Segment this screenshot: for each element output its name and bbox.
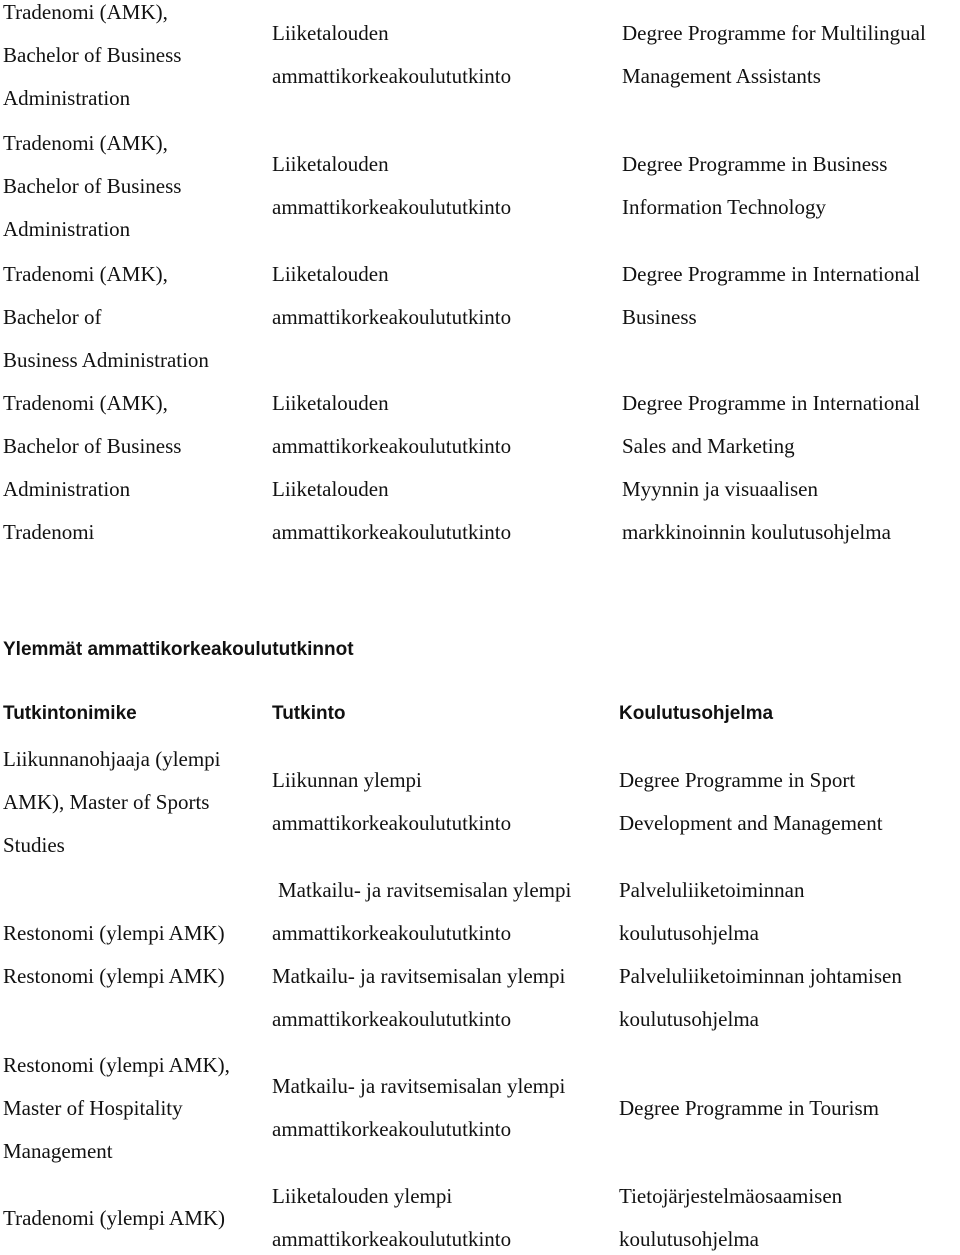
- lower-row-4-degree-line-1: Matkailu- ja ravitsemisalan ylempi: [272, 1074, 566, 1098]
- upper-row-4-degree-line-2: ammattikorkeakoulututkinto: [272, 434, 512, 458]
- lower-row-5-programme-line-1: Tietojärjestelmäosaamisen: [619, 1184, 843, 1208]
- upper-row-1-programme-line-2: Management Assistants: [622, 64, 821, 88]
- upper-row-5-title-line-1: Tradenomi: [3, 520, 95, 544]
- upper-row-5-programme-line-2: markkinoinnin koulutusohjelma: [622, 520, 891, 544]
- upper-row-3-title-line-2: Bachelor of: [3, 305, 102, 329]
- upper-row-1-degree-line-2: ammattikorkeakoulututkinto: [272, 64, 512, 88]
- header-koulutusohjelma: Koulutusohjelma: [619, 703, 774, 724]
- upper-row-3-title-line-1: Tradenomi (AMK),: [3, 262, 168, 286]
- upper-row-1-programme-line-1: Degree Programme for Multilingual: [622, 21, 926, 45]
- upper-row-1-title-line-2: Bachelor of Business: [3, 43, 182, 67]
- lower-row-2-degree-line-1: Matkailu- ja ravitsemisalan ylempi: [278, 878, 572, 902]
- upper-row-2-title-line-3: Administration: [3, 217, 131, 241]
- lower-row-3-title-line-1: Restonomi (ylempi AMK): [3, 964, 225, 988]
- upper-row-5-degree-line-2: ammattikorkeakoulututkinto: [272, 520, 512, 544]
- lower-row-1-degree-line-2: ammattikorkeakoulututkinto: [272, 811, 512, 835]
- upper-row-1-title-line-3: Administration: [3, 86, 131, 110]
- upper-row-3-programme-line-2: Business: [622, 305, 697, 329]
- lower-row-4-title-line-3: Management: [3, 1139, 113, 1163]
- header-tutkinto: Tutkinto: [272, 703, 346, 724]
- upper-row-4-programme-line-2: Sales and Marketing: [622, 434, 795, 458]
- lower-row-5-degree-line-2: ammattikorkeakoulututkinto: [272, 1227, 512, 1251]
- lower-row-4-title-line-2: Master of Hospitality: [3, 1096, 183, 1120]
- upper-row-5-degree-line-1: Liiketalouden: [272, 477, 389, 501]
- lower-row-5-title-line-1: Tradenomi (ylempi AMK): [3, 1206, 226, 1230]
- section-title: Ylemmät ammattikorkeakoulututkinnot: [3, 639, 354, 660]
- upper-row-1-title-line-1: Tradenomi (AMK),: [3, 0, 168, 24]
- upper-row-2-title-line-2: Bachelor of Business: [3, 174, 182, 198]
- upper-row-4-programme-line-1: Degree Programme in International: [622, 391, 920, 415]
- lower-row-3-degree-line-2: ammattikorkeakoulututkinto: [272, 1007, 512, 1031]
- lower-row-3-programme-line-2: koulutusohjelma: [619, 1007, 759, 1031]
- upper-row-2-degree-line-2: ammattikorkeakoulututkinto: [272, 195, 512, 219]
- upper-row-3-programme-line-1: Degree Programme in International: [622, 262, 920, 286]
- upper-row-3-degree-line-2: ammattikorkeakoulututkinto: [272, 305, 512, 329]
- lower-row-3-programme-line-1: Palveluliiketoiminnan johtamisen: [619, 964, 902, 988]
- lower-row-2-degree-line-2: ammattikorkeakoulututkinto: [272, 921, 512, 945]
- upper-row-1-degree-line-1: Liiketalouden: [272, 21, 389, 45]
- upper-row-4-title-line-2: Bachelor of Business: [3, 434, 182, 458]
- lower-row-2-programme-line-2: koulutusohjelma: [619, 921, 759, 945]
- lower-row-4-title-line-1: Restonomi (ylempi AMK),: [3, 1053, 230, 1077]
- lower-row-1-title-line-3: Studies: [3, 833, 65, 857]
- lower-row-3-degree-line-1: Matkailu- ja ravitsemisalan ylempi: [272, 964, 566, 988]
- lower-row-2-title-line-1: Restonomi (ylempi AMK): [3, 921, 225, 945]
- header-tutkintonimike: Tutkintonimike: [3, 703, 137, 724]
- lower-row-5-programme-line-2: koulutusohjelma: [619, 1227, 759, 1251]
- lower-row-2-programme-line-1: Palveluliiketoiminnan: [619, 878, 805, 902]
- upper-row-2-title-line-1: Tradenomi (AMK),: [3, 131, 168, 155]
- upper-row-2-programme-line-1: Degree Programme in Business: [622, 152, 888, 176]
- upper-row-3-title-line-3: Business Administration: [3, 348, 209, 372]
- lower-row-1-title-line-2: AMK), Master of Sports: [3, 790, 210, 814]
- upper-row-3-degree-line-1: Liiketalouden: [272, 262, 389, 286]
- upper-row-4-title-line-3: Administration: [3, 477, 131, 501]
- upper-row-2-programme-line-2: Information Technology: [622, 195, 827, 219]
- upper-row-5-programme-line-1: Myynnin ja visuaalisen: [622, 477, 818, 501]
- upper-row-4-title-line-1: Tradenomi (AMK),: [3, 391, 168, 415]
- lower-row-4-degree-line-2: ammattikorkeakoulututkinto: [272, 1117, 512, 1141]
- lower-row-4-programme-line-1: Degree Programme in Tourism: [619, 1096, 879, 1120]
- lower-row-1-programme-line-1: Degree Programme in Sport: [619, 768, 856, 792]
- upper-row-4-degree-line-1: Liiketalouden: [272, 391, 389, 415]
- lower-row-1-programme-line-2: Development and Management: [619, 811, 883, 835]
- lower-row-5-degree-line-1: Liiketalouden ylempi: [272, 1184, 453, 1208]
- lower-row-1-title-line-1: Liikunnanohjaaja (ylempi: [3, 747, 221, 771]
- upper-row-2-degree-line-1: Liiketalouden: [272, 152, 389, 176]
- lower-row-1-degree-line-1: Liikunnan ylempi: [272, 768, 422, 792]
